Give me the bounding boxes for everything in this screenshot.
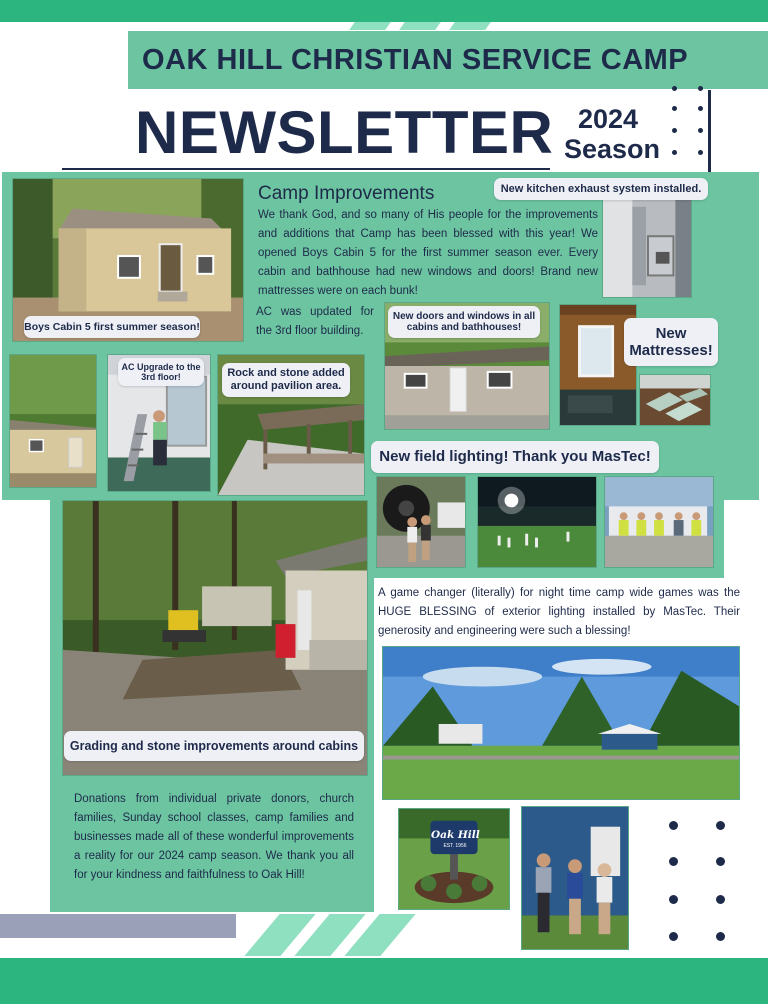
decor-dot [698,106,703,111]
cable-spool-photo [376,476,466,568]
decor-dot [672,150,677,155]
rock-caption: Rock and stone added around pavilion area. [222,363,350,397]
decor-dot [698,128,703,133]
donations-text: Donations from individual private donors, church families, Sunday school classes, camp families and businesses made all of these wonderful improvements a reality for our 2024 camp season. We thank you all for your kindness and faithfulness to Oak Hill! [74,793,354,881]
title-rule [62,168,550,170]
bottom-gray-bar [0,914,236,938]
volunteers-photo [521,806,629,950]
mastec-crew-photo [604,476,714,568]
top-stripe [349,22,391,30]
decor-dot [672,86,677,91]
decor-dot [716,821,725,830]
kitchen-photo [602,196,692,298]
ac-note: AC was updated for the 3rd floor building. [256,306,374,337]
decor-dot [672,106,677,111]
decor-dot [669,821,678,830]
lighting-caption: New field lighting! Thank you MasTec! [371,441,659,473]
decor-dot [672,128,677,133]
season-year: 2024 [578,104,639,134]
sign-photo [398,808,510,910]
decor-dot [669,895,678,904]
sign-name: Oak Hill [431,829,480,841]
decor-dot [716,932,725,941]
lighting-text: A game changer (literally) for night time camp wide games was the HUGE BLESSING of exterior lighting installed by MasTec. Their generosity and engineering were such a blessing! [378,587,740,637]
doors-caption: New doors and windows in all cabins and bathhouses! [388,306,540,338]
decor-dot [669,932,678,941]
kitchen-caption: New kitchen exhaust system installed. [494,178,708,200]
decor-dot [698,150,703,155]
top-stripe [449,22,491,30]
night-field-photo [477,476,597,568]
decor-dot [669,857,678,866]
decor-dot [716,857,725,866]
camp-landscape-photo [382,646,740,800]
season-label: Season [564,134,661,164]
decor-dot [716,895,725,904]
bottom-band [0,958,768,1004]
improvements-heading: Camp Improvements [258,183,435,204]
mattresses-caption: New Mattresses! [624,318,718,366]
grading-caption: Grading and stone improvements around cabins [64,731,364,761]
newsletter-title: NEWSLETTER [135,99,554,166]
mattresses-photo [639,374,711,426]
sign-small-text: EST. 1956 [443,843,467,849]
improvements-intro: We thank God, and so many of His people for the improvements and additions that Camp has been blessed with this year! We opened Boys Cabin 5 for the first summer season ever. Every cabin and bathhouse had new windows and doors! Brand new mattresses were on each bunk! [258,209,598,297]
cabin5-caption: Boys Cabin 5 first summer season! [24,316,200,338]
camp-name: OAK HILL CHRISTIAN SERVICE CAMP [142,44,689,76]
small-cabin-photo [9,354,97,488]
top-band [0,0,768,22]
top-stripe [399,22,441,30]
ac-caption: AC Upgrade to the 3rd floor! [118,358,204,386]
decor-dot [698,86,703,91]
